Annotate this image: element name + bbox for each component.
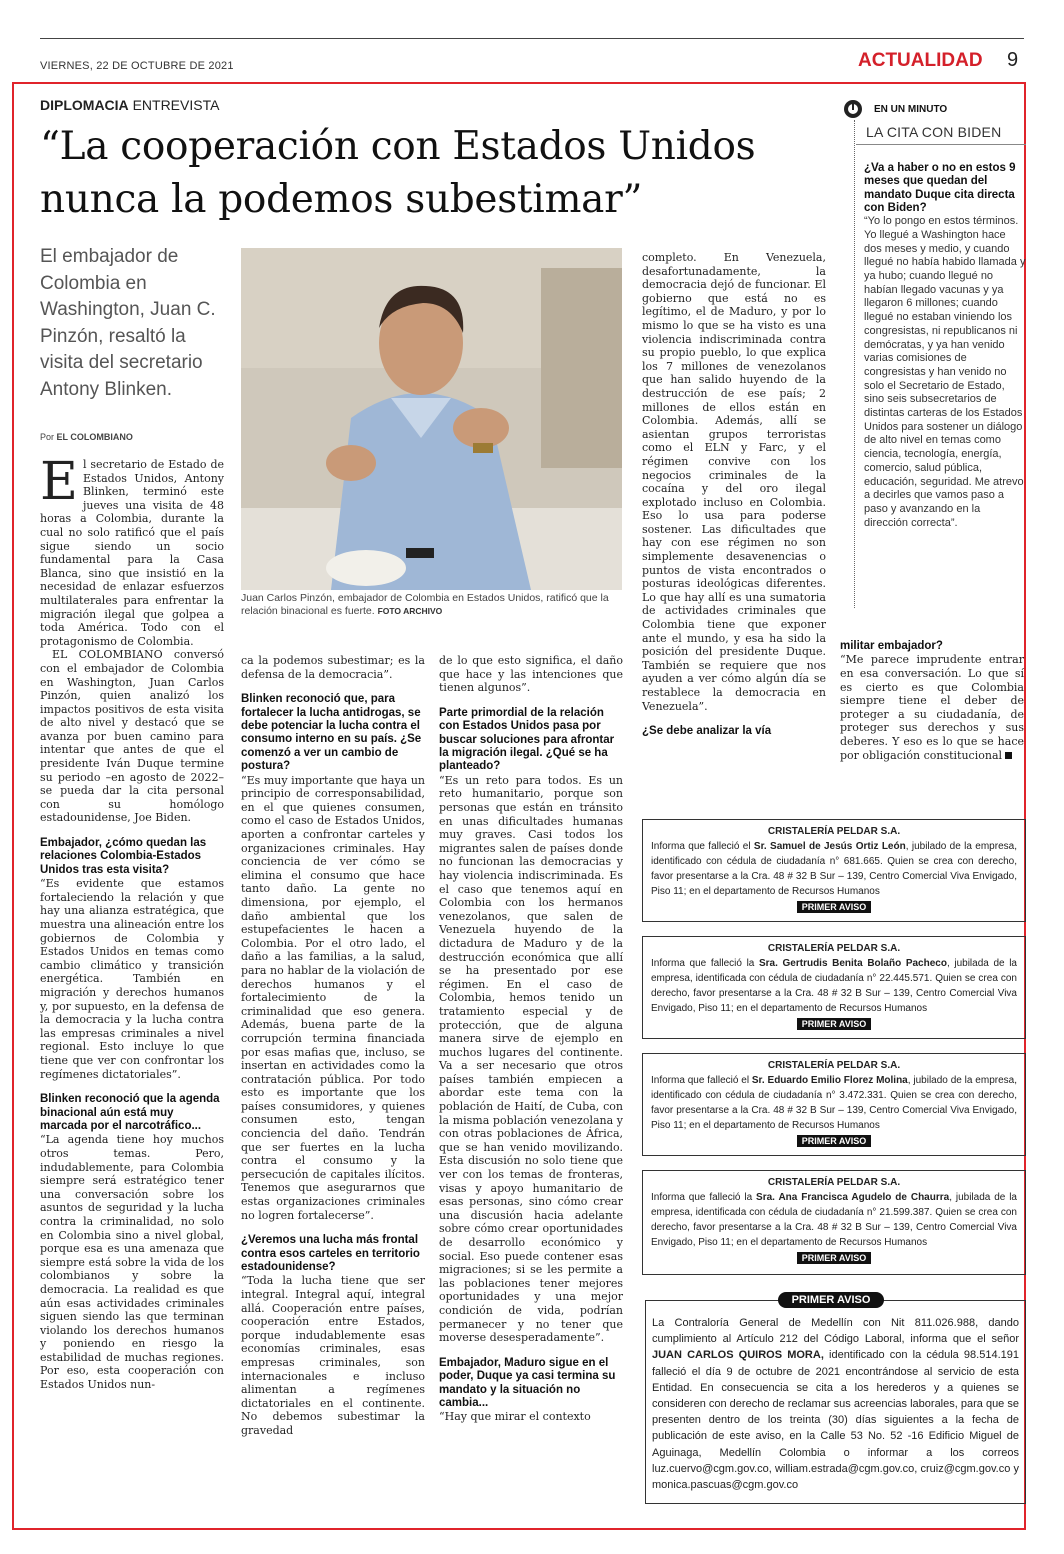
paragraph-text: l secretario de Estado de Estados Unidos, Antony Blinken, terminó este jueves una visita de 48 horas a Colombia, durante la cual no solo ratificó que el país sigue siendo un socio fundamental para la Casa Blanca, sino que insistió en la necesidad de enlazar esfuerzos multilaterales para enfrentar la migración ilegal que golpea a toda América. Todo con el protagonismo de Colombia. [40, 458, 224, 648]
page-number: 9 [1007, 49, 1019, 71]
notice-text [651, 956, 1017, 1016]
obituary-notice [642, 819, 1026, 922]
notice-text [652, 1315, 1019, 1493]
notice-text-pre: La Contraloría General de Medellín con Nit 811.026.988, dando cumplimiento al Artículo 212 del Código Laboral, informa que el señor [652, 1317, 1019, 1346]
answer: “Es un reto para todos. Es un reto humanitario, porque son personas que están en tránsito en unas dificultades humanas muy graves. Casi todos los migrantes salen de países donde no funcionan las democracias y hay violencia indiscriminada. Es el caso que tenemos aquí en Colombia con los hermanos venezolanos, que salen de Venezuela huyendo de la dictadura de Maduro y de la destrucción económica que allí se ha presentado por ese régimen. En el caso de Colombia, hemos tenido un tratamiento especial y de protección, que de alguna manera sirve de ejemplo en muchos lugares del continente. Va a ser necesario que otros países también empiecen a abordar este tema con la población de Haití, de Cuba, con la misma población venezolana y con otras poblaciones de África, que se han venido movilizando. Esta discusión no solo tiene que ver con los temas de fronteras, visas y apoyo humanitario de esas personas, sino cómo crear una discusión hacia adelante sobre cómo crear oportunidades de desarrollo económico y social. Eso puede contener esas migraciones; si se les permite a las poblaciones tener mejores oportunidades y una mejor condición de vida, podrían permanecer y no tener que moverse desesperadamente”. [439, 773, 623, 1345]
clock-hand-icon [852, 104, 854, 110]
answer: “La agenda tiene hoy muchos otros temas. Pero, indudablemente, para Colombia siempre será estratégico tener una conversación sobre los asuntos de seguridad y la lucha contra la criminalidad, no solo en Colombia sino a nivel global, porque esa es una amenaza que siempre está sobre la vida de los colombianos y sobre la democracia. La realidad es que aún esas actividades criminales siguen siendo las que terminan violando los derechos humanos y poniendo en riesgo la estabilidad de muchas regiones. Por eso, esta cooperación con Estados Unidos nun- [40, 1133, 224, 1392]
article-column-5 [840, 640, 1024, 762]
question: Embajador, Maduro sigue en el poder, Duque ya casi termina su mandato y la situación no cambia... [439, 1356, 616, 1409]
notice-text-pre: Informa que falleció la [651, 958, 759, 969]
sidebar-answer: “Yo lo pongo en estos términos. Yo llegué a Washington hace dos meses y medio, y cuando llegué no había habido llamada y ya hubo; cuando llegué no habían llegado vacunas y ya llegaron 6 millones; cuando llegué no estaban viniendo los congresistas, ni republicanos ni demócratas, y ya han venido varias comisiones de congresistas y han venido no solo el Secretario de Estado, sino seis subsecretarios de distintas carteras de los Estados Unidos para sostener un diálogo de alto nivel en temas como ciencia, tecnología, energía, comercio, salud pública, educación, seguridad. Me atrevo a decirles que vamos paso a paso y avanzando en la dirección correcta”. [864, 215, 1026, 529]
drop-cap: E [40, 452, 78, 512]
photo-credit: FOTO ARCHIVO [377, 606, 443, 616]
caption-text: Juan Carlos Pinzón, embajador de Colombia en Estados Unidos, ratificó que la relación binacional es fuerte. [241, 592, 609, 617]
article-column-4 [642, 251, 826, 739]
section-name: ACTUALIDAD [858, 50, 983, 71]
notice-name: Sr. Eduardo Emilio Florez Molina [751, 1075, 908, 1086]
notice-badge: PRIMER AVISO [797, 1252, 871, 1264]
answer: “Hay que mirar el contexto [439, 1410, 591, 1424]
issue-date: VIERNES, 22 DE OCTUBRE DE 2021 [40, 60, 234, 72]
notice-badge: PRIMER AVISO [797, 1018, 871, 1030]
notice-name: Sra. Gertrudis Benita Bolaño Pacheco [758, 958, 947, 969]
paragraph: completo. En Venezuela, desafortunadamente, la democracia dejó de funcionar. El gobierno que está no es legítimo, el de Maduro, y por lo mismo lo que se ha visto es una violencia indiscriminada contra su propio pueblo, lo que explica los 7 millones de venezolanos que han salido huyendo de la destrucción de ese país; 2 millones de ellos están en Colombia. Además, allí se asientan grupos terroristas como el ELN y Farc, y el régimen convive con los negocios criminales de la cocaína y del oro ilegal explotado incluso en Colombia. Eso lo usa para poderse sostener. Las dificultades que hay con ese régimen no son simplemente desavenencias o puntos de vista encontrados o posturas ideológicas diferentes. Lo que hay allí es una sumatoria de actividades criminales que Colombia tiene que exponer ante el mundo, y esa ha sido la posición del presidente Duque. También se requiere que nos ayuden a ver cómo algún día se restablece la democracia en Venezuela”. [642, 251, 826, 713]
notice-name: Sra. Ana Francisca Agudelo de Chaurra [756, 1192, 950, 1203]
answer [840, 653, 1024, 762]
obituary-notice [642, 1053, 1026, 1156]
sidebar-question: ¿Va a haber o no en estos 9 meses que quedan del mandato Duque cita directa con Biden? [864, 162, 1016, 214]
notice-text [651, 1073, 1017, 1133]
notice-text-post: , jubilada de la empresa, identificada con cédula de ciudadanía n° 22.445.571. Quien se crea con derecho, favor presentarse a la Cra. 48 # 32 B Sur – 139, Centro Comercial Viva Envigado, Piso 11; en el departamento de Recursos Humanos [651, 958, 1017, 1014]
sidebar-dotted-line [854, 120, 855, 608]
question: Embajador, ¿cómo quedan las relaciones Colombia-Estados Unidos tras esta visita? [40, 837, 207, 876]
kicker-type: ENTREVISTA [132, 97, 220, 113]
question: Parte primordial de la relación con Estados Unidos pasa por buscar soluciones para afrontar la migración ilegal. ¿Qué se ha planteado? [439, 706, 615, 773]
article-column-1 [40, 452, 224, 1392]
sidebar-body [864, 162, 1026, 530]
notice-text [651, 1190, 1017, 1250]
question: Blinken reconoció que la agenda binacional aún está muy marcada por el narcotráfico... [40, 1093, 220, 1132]
sidebar-divider [856, 144, 1026, 145]
notice-company: CRISTALERÍA PELDAR S.A. [767, 1177, 901, 1188]
notice-text-pre: Informa que falleció el [651, 841, 754, 852]
notice-name: JUAN CARLOS QUIROS MORA, [652, 1349, 824, 1362]
notice-text-pre: Informa que falleció el [651, 1075, 752, 1086]
notice-badge: PRIMER AVISO [797, 1135, 871, 1147]
paragraph: EL COLOMBIANO conversó con el embajador de Colombia en Washington, Juan Carlos Pinzón, quien analizó los impactos positivos de esta visita de alto nivel y destacó que se avanza por buen camino para intentar que antes de que el presidente Iván Duque termine su periodo –en agosto de 2022– se pueda dar la cita personal con su homólogo estadounidense, Joe Biden. [40, 648, 224, 825]
notice-company: CRISTALERÍA PELDAR S.A. [767, 1060, 901, 1071]
notice-text [651, 839, 1017, 899]
paragraph [40, 452, 224, 648]
byline [40, 432, 133, 442]
top-rule [40, 38, 1024, 39]
obituary-notice [642, 936, 1026, 1039]
kicker-section: DIPLOMACIA [40, 97, 129, 113]
notice-text-post: , jubilado de la empresa, identificado con cédula de ciudadanía n° 3.472.331. Quien se crea con derecho, favor presentarse a la Cra. 48 # 32 B Sur – 139, Centro Comercial Viva Envigado, Piso 11; en el departamento de Recursos Humanos [651, 1075, 1017, 1131]
answer: “Es muy importante que haya un principio de corresponsabilidad, en el que quienes consumen, como el caso de Estados Unidos, aporten a confrontar carteles y organizaciones criminales. Hay conciencia de ver cómo se elimina el consumo que hace tanto daño. La gente no dimensiona, por ejemplo, el daño ambiental que los estupefacientes le hacen a Colombia. Por el otro lado, el daño a las familias, a la salud, para no hablar de la violación de derechos humanos y el fortalecimiento de la criminalidad que eso genera. Además, buena parte de la corrupción termina financiada por esas mafias que, incluso, se insertan en actividades como la contratación pública. Por todo esto es importante que los países consumidores, y quienes consumen esto, tengan conciencia del daño. Tendrán que ser fuertes en la lucha contra el consumo y la persecución de capitales ilícitos. Tenemos que asegurarnos que estas organizaciones criminales no logren fortalecerse”. [241, 773, 425, 1222]
photo-caption [241, 592, 622, 618]
answer-text: “Me parece imprudente entrar en esa conversación. Lo que sí es cierto es que Colombia siempre tiene el deber de proteger a su ciudadanía, de proteger sus derechos y sus deberes. Y eso es lo que se hace por obligación constitucional [840, 653, 1024, 762]
byline-prefix: Por [40, 432, 55, 442]
sidebar-title: EN UN MINUTO [874, 104, 948, 115]
article-column-3 [439, 654, 623, 1424]
answer: “Es evidente que estamos fortaleciendo la relación y que hay una alianza estratégica, que muestra una alineación entre los gobiernos de Colombia y Estados Unidos en temas como cambio climático y transición energética. También en migración y derechos humanos y, por supuesto, en la defensa de la democracia y la lucha contra las empresas criminales a nivel regional. Esto incluye lo que tiene que ver con confrontar los regímenes dictatoriales”. [40, 877, 224, 1081]
photo-juan-carlos-pinzon [241, 248, 622, 590]
paragraph: ca la podemos subestimar; es la defensa de la democracia”. [241, 654, 425, 681]
headline: “La cooperación con Estados Unidos nunca la podemos subestimar” [40, 124, 756, 222]
end-of-article-icon [1005, 752, 1012, 759]
notice-company: CRISTALERÍA PELDAR S.A. [767, 826, 901, 837]
byline-author: EL COLOMBIANO [56, 432, 133, 442]
notice-text-post: identificado con la cédula 98.514.191 falleció el día 9 de octubre de 2021 encontrándose al servicio de esta Entidad. En consecuencia se cita a los herederos y a quienes se consideren con derecho de reclamar sus acreencias laborales, para que se presenten dentro de los treinta (30) días siguientes a la fecha de publicación de este aviso, en la Calle 53 No. 52 -16 Edificio Miguel de Aguinaga, Medellín Colombia o informar a los correos luz.cuervo@cgm.gov.co, william.estrada@cgm.gov.co, cruiz@cgm.gov.co y monica.pascuas@cgm.gov.co [652, 1349, 1019, 1492]
deck: El embajador de Colombia en Washington, Juan C. Pinzón, resaltó la visita del secretario Antony Blinken. [40, 246, 216, 400]
notice-text-post: , jubilada de la empresa, identificada con cédula de ciudadanía n° 21.599.387. Quien se crea con derecho, favor presentarse a la Cra. 48 # 32 B Sur – 139, Centro Comercial Viva Envigado, Piso 11; en el departamento de Recursos Humanos [651, 1192, 1017, 1248]
question: ¿Veremos una lucha más frontal contra esos carteles en territorio estadounidense? [241, 1234, 420, 1274]
notice-badge: PRIMER AVISO [778, 1292, 884, 1308]
question: Blinken reconoció que, para fortalecer la lucha antidrogas, se debe potenciar la lucha contra el consumo interno en su país. ¿Se comenzó a ver un cambio de postura? [241, 693, 422, 773]
notice-badge: PRIMER AVISO [797, 901, 871, 913]
contraloria-notice [645, 1300, 1026, 1504]
article-column-2 [241, 654, 425, 1438]
notice-company: CRISTALERÍA PELDAR S.A. [767, 943, 901, 954]
obituary-notice [642, 1170, 1026, 1275]
sidebar-subtitle: LA CITA CON BIDEN [866, 124, 1002, 140]
question: militar embajador? [840, 640, 943, 652]
answer: “Toda la lucha tiene que ser integral. Integral aquí, integral allá. Cooperación entre países, cooperación entre Estados, porque indudablemente esas economías criminales, esas empresas criminales, son internacionales e incluso alimentan a regímenes dictatoriales en el continente. No debemos subestimar la gravedad [241, 1274, 425, 1437]
photo-illustration [241, 248, 622, 590]
paragraph: de lo que esto significa, el daño que hace y las intenciones que tienen algunos”. [439, 654, 623, 695]
kicker [40, 97, 219, 113]
notice-name: Sr. Samuel de Jesús Ortiz León [753, 841, 906, 852]
notice-text-pre: Informa que falleció la [651, 1192, 757, 1203]
question: ¿Se debe analizar la vía [642, 725, 772, 738]
notice-text-post: , jubilado de la empresa, identificado con cédula de ciudadanía n° 681.665. Quien se crea con derecho, favor presentarse a la Cra. 48 # 32 B Sur – 139, Centro Comercial Viva Envigado, Piso 11; en el departamento de Recursos Humanos [651, 841, 1017, 897]
